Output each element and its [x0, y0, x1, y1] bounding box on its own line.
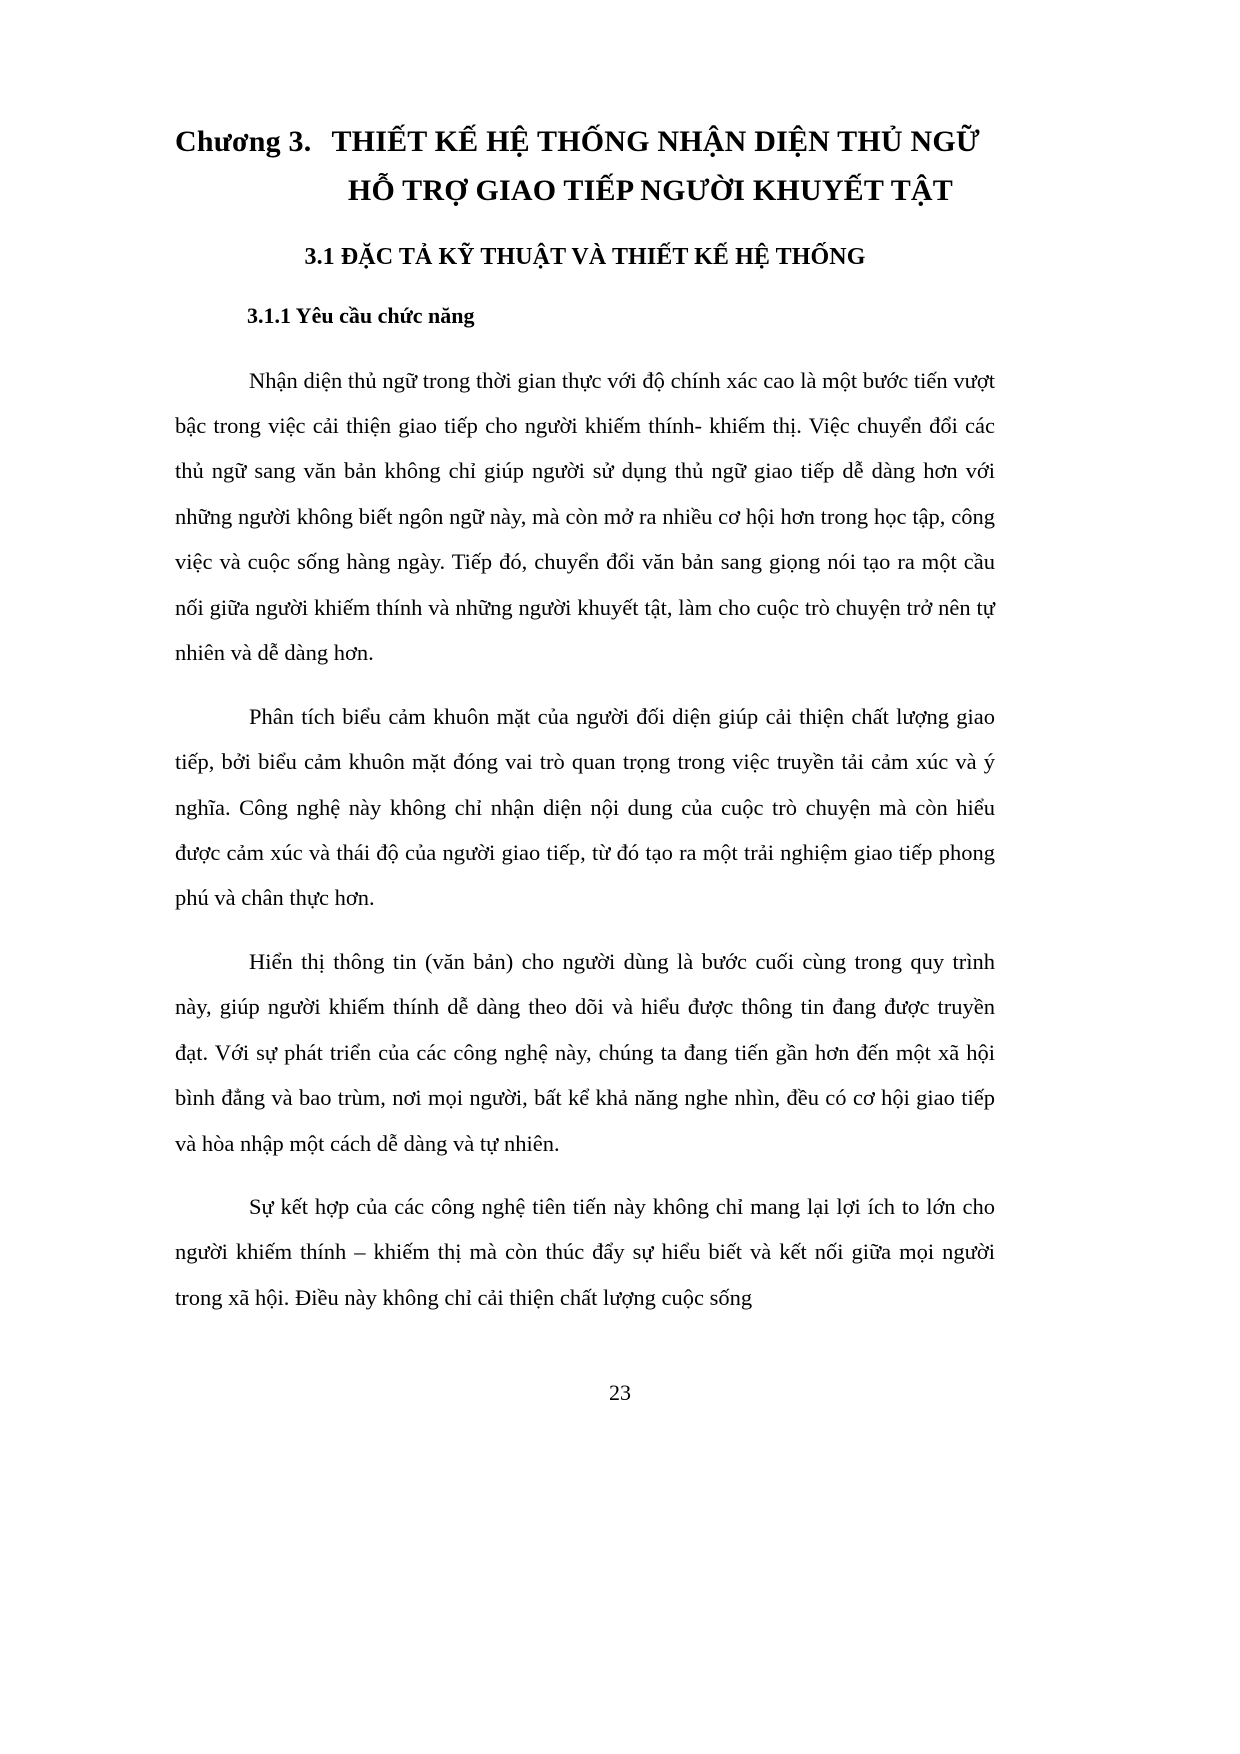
page-number: 23 [609, 1380, 631, 1405]
chapter-title-text-1: THIẾT KẾ HỆ THỐNG NHẬN DIỆN THỦ NGỮ [331, 125, 980, 158]
body-text [175, 358, 995, 1321]
section-heading-3-1: 3.1 ĐẶC TẢ KỸ THUẬT VÀ THIẾT KẾ HỆ THỐNG [304, 244, 866, 271]
paragraph-3: Hiển thị thông tin (văn bản) cho người dùng là bước cuối cùng trong quy trình này, giúp người khiếm thính dễ dàng theo dõi và hiểu được thông tin đang được truyền đạt. Với sự phát triển của các công nghệ này, chúng ta đang tiến gần hơn đến một xã hội bình đẳng và bao trùm, nơi mọi người, bất kể khả năng nghe nhìn, đều có cơ hội giao tiếp và hòa nhập một cách dễ dàng và tự nhiên. [175, 948, 995, 1156]
paragraph-2: Phân tích biểu cảm khuôn mặt của người đối diện giúp cải thiện chất lượng giao tiếp, bởi biểu cảm khuôn mặt đóng vai trò quan trọng trong việc truyền tải cảm xúc và ý nghĩa. Công nghệ này không chỉ nhận diện nội dung của cuộc trò chuyện mà còn hiểu được cảm xúc và thái độ của người giao tiếp, từ đó tạo ra một trải nghiệm giao tiếp phong phú và chân thực hơn. [175, 703, 995, 911]
paragraph-1: Nhận diện thủ ngữ trong thời gian thực với độ chính xác cao là một bước tiến vượt bậc trong việc cải thiện giao tiếp cho người khiếm thính- khiếm thị. Việc chuyển đổi các thủ ngữ sang văn bản không chỉ giúp người sử dụng thủ ngữ giao tiếp dễ dàng hơn với những người không biết ngôn ngữ này, mà còn mở ra nhiều cơ hội hơn trong học tập, công việc và cuộc sống hàng ngày. Tiếp đó, chuyển đổi văn bản sang giọng nói tạo ra một cầu nối giữa người khiếm thính và những người khuyết tật, làm cho cuộc trò chuyện trở nên tự nhiên và dễ dàng hơn. [175, 367, 995, 666]
chapter-label: Chương 3. [175, 125, 312, 158]
paragraph-4: Sự kết hợp của các công nghệ tiên tiến này không chỉ mang lại lợi ích to lớn cho người khiếm thính – khiếm thị mà còn thúc đẩy sự hiểu biết và kết nối giữa mọi người trong xã hội. Điều này không chỉ cải thiện chất lượng cuộc sống [175, 1194, 995, 1310]
chapter-title [175, 118, 995, 215]
chapter-title-line-1 [175, 118, 995, 167]
page-content [175, 118, 995, 1320]
section-heading-3-1-1: 3.1.1 Yêu cầu chức năng [247, 302, 475, 328]
chapter-title-line-2: HỖ TRỢ GIAO TIẾP NGƯỜI KHUYẾT TẬT [347, 173, 953, 207]
